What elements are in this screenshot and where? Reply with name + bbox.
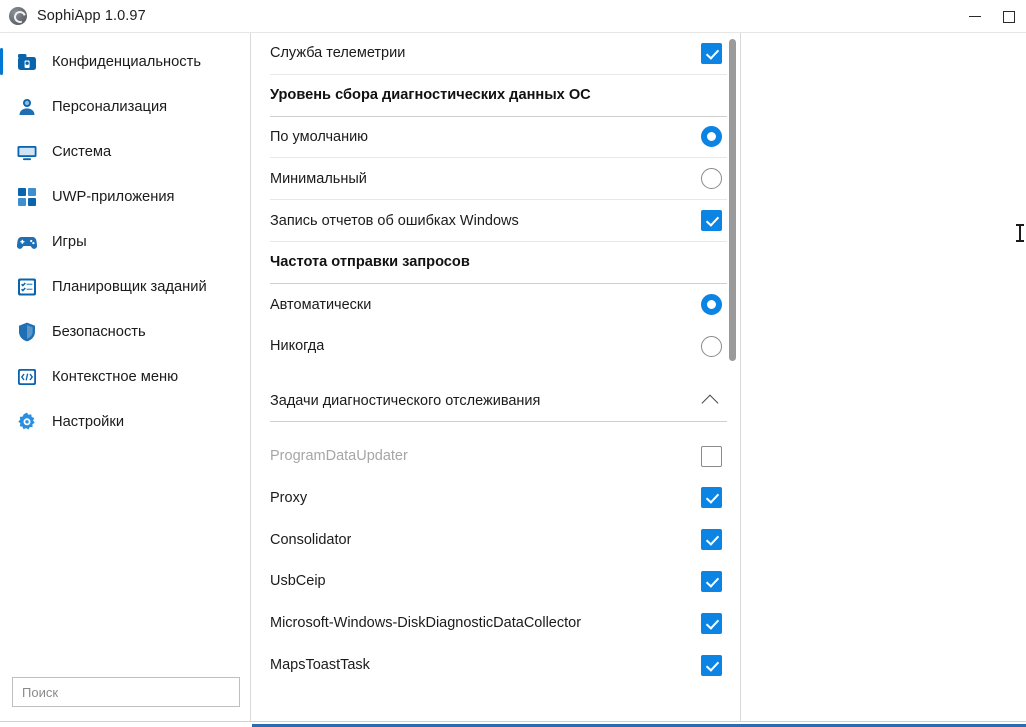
telemetry-service-row[interactable] <box>270 33 730 75</box>
frequency-never-row[interactable] <box>270 326 730 368</box>
sidebar-item-label: Настройки <box>52 413 125 430</box>
minimize-button[interactable] <box>958 0 992 33</box>
row-label: Служба телеметрии <box>270 45 406 62</box>
context-menu-code-icon <box>14 364 40 390</box>
sidebar-item-label: Конфиденциальность <box>52 53 201 70</box>
row-label: MapsToastTask <box>270 657 370 674</box>
row-label: Запись отчетов об ошибках Windows <box>270 212 519 229</box>
sidebar-item-personalization[interactable] <box>0 84 250 129</box>
task-consolidator-checkbox[interactable] <box>701 529 722 550</box>
sidebar-item-label: Безопасность <box>52 323 146 340</box>
row-label: ProgramDataUpdater <box>270 448 408 465</box>
sidebar <box>0 33 251 721</box>
sidebar-item-games[interactable] <box>0 219 250 264</box>
sidebar-item-privacy[interactable] <box>0 39 250 84</box>
sidebar-item-system[interactable] <box>0 129 250 174</box>
task-usbceip-row[interactable] <box>270 561 730 603</box>
row-label: Минимальный <box>270 170 367 187</box>
maximize-button[interactable] <box>992 0 1026 33</box>
maximize-icon <box>1003 11 1015 23</box>
task-proxy-checkbox[interactable] <box>701 487 722 508</box>
sidebar-item-label: Система <box>52 143 112 160</box>
task-programdataupdater-row[interactable] <box>270 435 730 477</box>
task-consolidator-row[interactable] <box>270 519 730 561</box>
task-diskdiagnosticdatacollector-row[interactable] <box>270 602 730 644</box>
games-gamepad-icon <box>14 229 40 255</box>
diagnostic-data-level-section <box>270 75 730 117</box>
sidebar-item-label: Контекстное меню <box>52 368 179 385</box>
row-label: UsbCeip <box>270 573 326 590</box>
window-title: SophiApp 1.0.97 <box>37 8 146 24</box>
sophiapp-logo-icon <box>9 7 27 25</box>
diagnostic-level-minimal-radio[interactable] <box>701 168 722 189</box>
frequency-automatic-radio[interactable] <box>701 294 722 315</box>
section-label: Уровень сбора диагностических данных ОС <box>270 87 591 104</box>
sidebar-item-task-scheduler[interactable] <box>0 264 250 309</box>
diagnostic-level-default-row[interactable] <box>270 117 730 159</box>
frequency-never-radio[interactable] <box>701 336 722 357</box>
settings-scroll-pane <box>251 33 740 721</box>
task-scheduler-checklist-icon <box>14 274 40 300</box>
sidebar-item-label: Персонализация <box>52 98 168 115</box>
frequency-automatic-row[interactable] <box>270 284 730 326</box>
system-monitor-icon <box>14 139 40 165</box>
diagnostic-level-default-radio[interactable] <box>701 126 722 147</box>
task-mapstoasttask-checkbox[interactable] <box>701 655 722 676</box>
list-spacer <box>270 422 730 435</box>
window-controls <box>958 0 1026 33</box>
personalization-user-icon <box>14 94 40 120</box>
content-area <box>251 33 1026 721</box>
request-frequency-section <box>270 242 730 284</box>
row-label: Никогда <box>270 338 325 355</box>
sidebar-item-label: Игры <box>52 233 87 250</box>
task-diskdiagnosticdatacollector-checkbox[interactable] <box>701 613 722 634</box>
row-label: Proxy <box>270 489 308 506</box>
task-usbceip-checkbox[interactable] <box>701 571 722 592</box>
telemetry-service-checkbox[interactable] <box>701 43 722 64</box>
list-spacer <box>270 367 730 380</box>
sidebar-item-settings[interactable] <box>0 399 250 444</box>
uwp-apps-grid-icon <box>14 184 40 210</box>
settings-list <box>251 33 740 686</box>
row-label: Consolidator <box>270 531 352 548</box>
section-label: Частота отправки запросов <box>270 254 470 271</box>
row-label: Автоматически <box>270 296 372 313</box>
windows-error-reporting-checkbox[interactable] <box>701 210 722 231</box>
sidebar-nav <box>0 33 250 677</box>
row-label: По умолчанию <box>270 128 369 145</box>
scrollbar-thumb[interactable] <box>729 39 736 361</box>
search-input[interactable]: Поиск <box>12 677 240 707</box>
task-mapstoasttask-row[interactable] <box>270 644 730 686</box>
windows-error-reporting-row[interactable] <box>270 200 730 242</box>
group-label: Задачи диагностического отслеживания <box>270 392 541 409</box>
sidebar-item-uwp-apps[interactable] <box>0 174 250 219</box>
right-pane <box>741 33 1026 721</box>
task-proxy-row[interactable] <box>270 477 730 519</box>
sidebar-item-label: Планировщик заданий <box>52 278 207 295</box>
diagnostic-level-minimal-row[interactable] <box>270 158 730 200</box>
security-shield-icon <box>14 319 40 345</box>
task-programdataupdater-checkbox[interactable] <box>701 446 722 467</box>
sidebar-item-context-menu[interactable] <box>0 354 250 399</box>
sidebar-item-security[interactable] <box>0 309 250 354</box>
row-label: Microsoft-Windows-DiskDiagnosticDataCollector <box>270 615 582 632</box>
sidebar-item-label: UWP-приложения <box>52 188 175 205</box>
vertical-scrollbar[interactable] <box>727 33 738 721</box>
title-bar <box>0 0 1026 33</box>
window-body <box>0 33 1026 721</box>
privacy-lock-icon <box>14 49 40 75</box>
settings-gear-icon <box>14 409 40 435</box>
mouse-cursor <box>1019 224 1021 242</box>
minimize-icon <box>969 16 981 17</box>
chevron-up-icon[interactable] <box>701 390 722 411</box>
search-container <box>0 677 250 721</box>
diagnostic-tracking-tasks-group[interactable] <box>270 380 730 422</box>
